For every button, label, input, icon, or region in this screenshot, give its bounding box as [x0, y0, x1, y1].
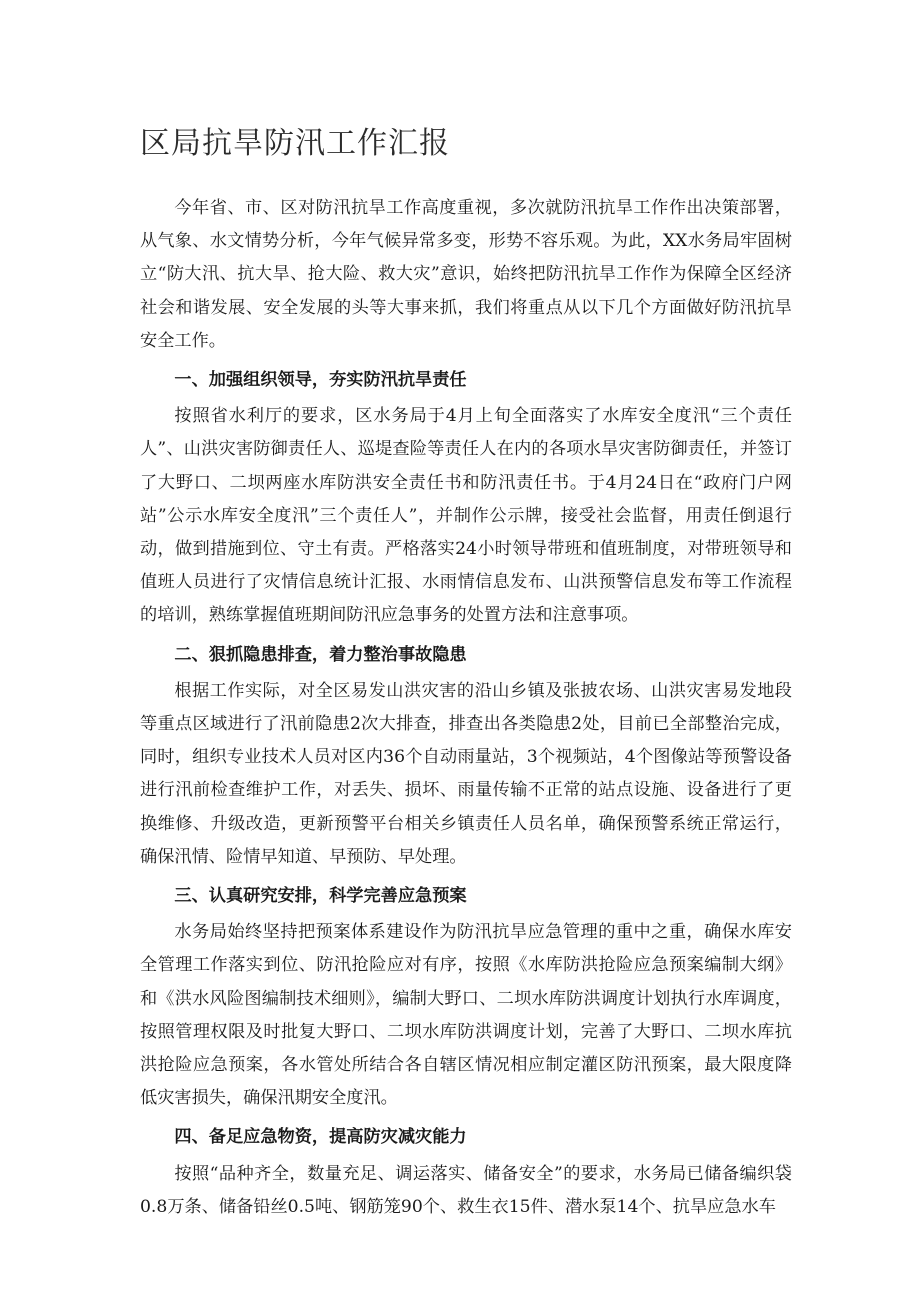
section-heading-4: 四、备足应急物资，提高防灾减灾能力 — [174, 1127, 467, 1148]
section-body-1: 按照省水利厅的要求，区水务局于4月上旬全面落实了水库安全度汛“三个责任人”、山洪灾害防御责任人、巡堤查险等责任人在内的各项水旱灾害防御责任，并签订了大野口、二坝两座水库防洪安全责任书和防汛责任书。于4月24日在“政府门户网站”公示水库安全度汛”三个责任人”，并制作公示牌，接受社会监督，用责任倒退行动，做到措施到位、守土有责。严格落实24小时领导带班和值班制度，对带班领导和值班人员进行了灾情信息统计汇报、水雨情信息发布、山洪预警信息发布等工作流程的培训，熟练掌握值班期间防汛应急事务的处置方法和注意事项。 — [140, 406, 792, 626]
intro-paragraph: 今年省、市、区对防汛抗旱工作高度重视，多次就防汛抗旱工作作出决策部署，从气象、水文情势分析，今年气候异常多变，形势不容乐观。为此，XX水务局牢固树立“防大汛、抗大旱、抢大险、救大灾”意识，始终把防汛抗旱工作作为保障全区经济社会和谐发展、安全发展的头等大事来抓，我们将重点从以下几个方面做好防汛抗旱安全工作。 — [140, 198, 792, 351]
section-body-4: 按照“品种齐全，数量充足、调运落实、储备安全”的要求，水务局已储备编织袋0.8万条、储备铅丝0.5吨、钢筋笼90个、救生衣15件、潜水泵14个、抗旱应急水车 — [140, 1163, 792, 1217]
document-page — [140, 118, 792, 1224]
document-title: 区局抗旱防汛工作汇报 — [140, 126, 450, 161]
section-heading-2: 二、狠抓隐患排查，着力整治事故隐患 — [174, 644, 467, 665]
section-heading-3: 三、认真研究安排，科学完善应急预案 — [174, 886, 467, 907]
section-body-2: 根据工作实际，对全区易发山洪灾害的沿山乡镇及张披农场、山洪灾害易发地段等重点区域进行了汛前隐患2次大排查，排查出各类隐患2处，目前已全部整治完成，同时，组织专业技术人员对区内36个自动雨量站，3个视频站，4个图像站等预警设备进行汛前检查维护工作，对丢失、损坏、雨量传输不正常的站点设施、设备进行了更换维修、升级改造，更新预警平台相关乡镇责任人员名单，确保预警系统正常运行，确保汛情、险情早知道、早预防、早处理。 — [140, 680, 792, 867]
section-heading-1: 一、加强组织领导，夯实防汛抗旱责任 — [174, 370, 467, 391]
section-body-3: 水务局始终坚持把预案体系建设作为防汛抗旱应急管理的重中之重，确保水库安全管理工作落实到位、防汛抢险应对有序，按照《水库防洪抢险应急预案编制大纲》和《洪水风险图编制技术细则》，编制大野口、二坝水库防洪调度计划执行水库调度，按照管理权限及时批复大野口、二坝水库防洪调度计划，完善了大野口、二坝水库抗洪抢险应急预案，各水管处所结合各自辖区情况相应制定灌区防汛预案，最大限度降低灾害损失，确保汛期安全度汛。 — [140, 922, 792, 1109]
